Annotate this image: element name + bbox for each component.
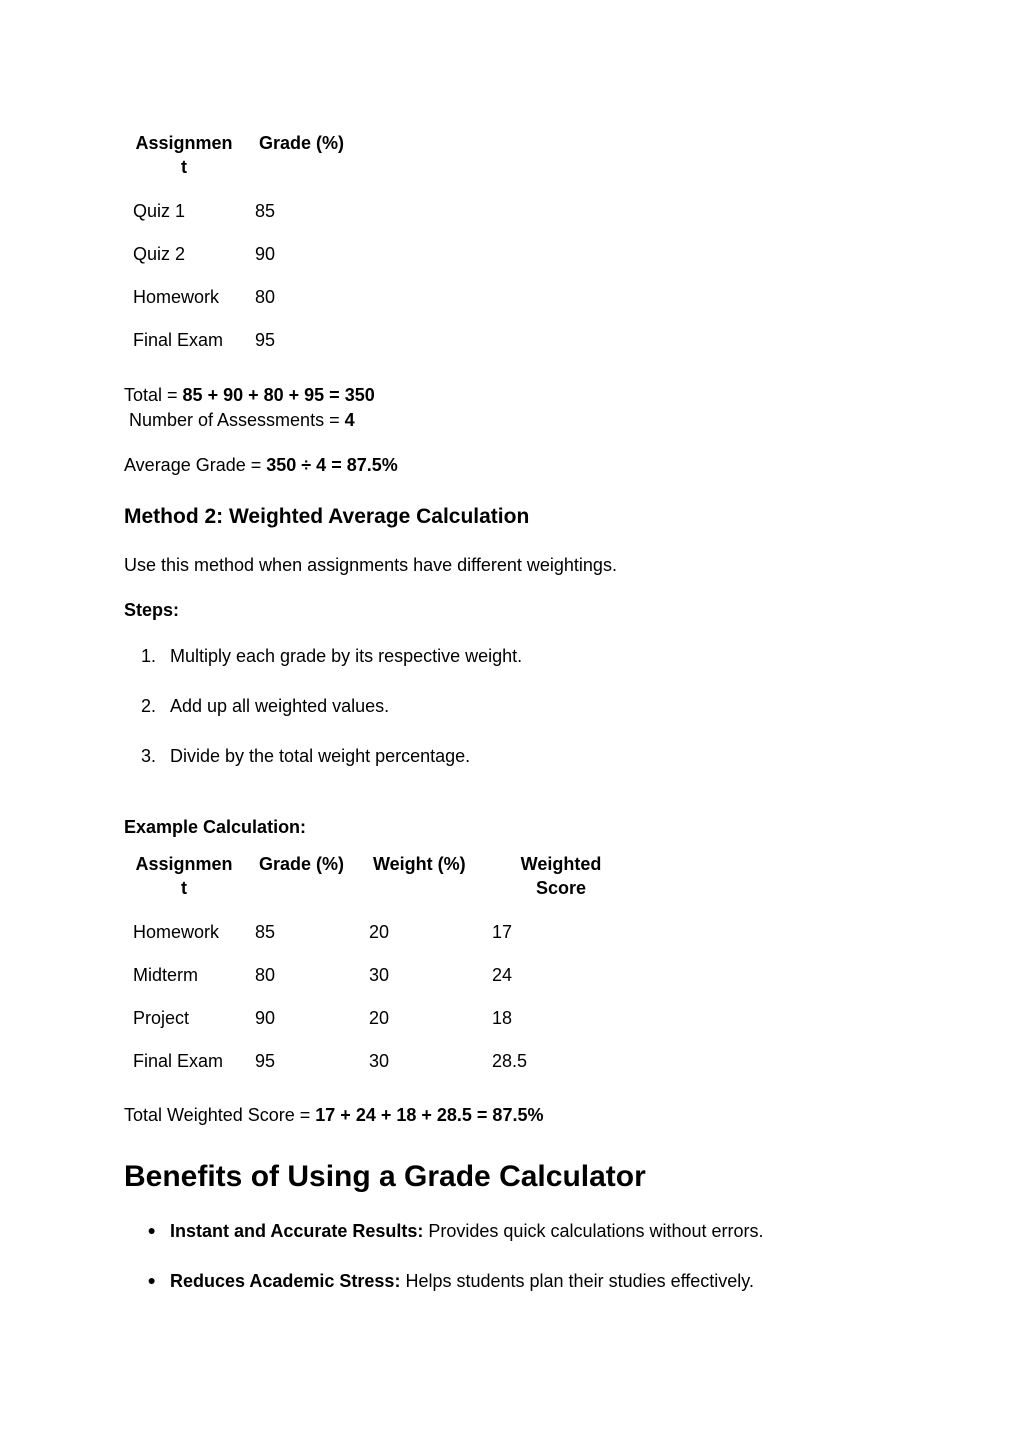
table-cell: 90: [255, 1008, 276, 1028]
count-value: 4: [344, 410, 355, 430]
table-cell: 85: [255, 201, 276, 221]
table-cell: 85: [255, 922, 276, 942]
list-text: Multiply each grade by its respective weight.: [170, 646, 523, 666]
average-value: 350 ÷ 4 = 87.5%: [266, 455, 398, 475]
average-line: [124, 453, 398, 477]
list-number: 1.: [140, 646, 156, 666]
table-cell: 17: [492, 922, 513, 942]
table-cell: 20: [369, 1008, 390, 1028]
table1-header-assignment: [134, 131, 234, 179]
table-cell: 95: [255, 330, 276, 350]
steps-label: Steps:: [124, 600, 180, 620]
header-line: Score: [535, 878, 587, 898]
count-label: Number of Assessments =: [129, 410, 345, 430]
table-cell: 30: [369, 1051, 390, 1071]
table-cell: Quiz 1: [133, 201, 186, 221]
list-text: Divide by the total weight percentage.: [170, 746, 471, 766]
method2-intro: Use this method when assignments have different weightings.: [124, 555, 617, 575]
bullet-icon: ●: [147, 1222, 156, 1238]
list-item: [124, 744, 470, 768]
table-cell: Final Exam: [133, 330, 224, 350]
weighted-total-label: Total Weighted Score =: [124, 1105, 316, 1125]
weighted-total-value: 17 + 24 + 18 + 28.5 = 87.5%: [315, 1105, 544, 1125]
table-cell: 20: [369, 922, 390, 942]
header-line: Weighted: [520, 854, 602, 874]
benefit-title: Instant and Accurate Results:: [170, 1221, 424, 1241]
list-number: 3.: [140, 746, 156, 766]
table-cell: 90: [255, 244, 276, 264]
header-line: Assignmen: [135, 854, 233, 874]
header-line: t: [181, 878, 187, 898]
benefit-text: Helps students plan their studies effectively.: [400, 1271, 754, 1291]
list-number: 2.: [140, 696, 156, 716]
table-cell: 30: [369, 965, 390, 985]
table-cell: Quiz 2: [133, 244, 186, 264]
table-cell: 80: [255, 287, 276, 307]
table2-header-weight: Weight (%): [373, 854, 466, 874]
total-label: Total =: [124, 385, 183, 405]
average-label: Average Grade =: [124, 455, 267, 475]
benefit-title: Reduces Academic Stress:: [170, 1271, 401, 1291]
table2-header-grade: Grade (%): [259, 854, 345, 874]
table-cell: 80: [255, 965, 276, 985]
table-cell: Homework: [133, 922, 220, 942]
table-cell: 95: [255, 1051, 276, 1071]
table-cell: Project: [133, 1008, 190, 1028]
table-cell: Final Exam: [133, 1051, 224, 1071]
table-cell: 18: [492, 1008, 513, 1028]
total-value: 85 + 90 + 80 + 95 = 350: [182, 385, 375, 405]
table-cell: 28.5: [492, 1051, 528, 1071]
list-item: [124, 1218, 764, 1243]
table1-header-grade: Grade (%): [259, 133, 345, 153]
table-cell: Homework: [133, 287, 220, 307]
table2-header-assignment: [134, 852, 234, 900]
benefit-text: Provides quick calculations without errors.: [423, 1221, 764, 1241]
list-item: [124, 694, 389, 718]
table-cell: 24: [492, 965, 513, 985]
benefits-heading: Benefits of Using a Grade Calculator: [124, 1160, 646, 1193]
total-line: [124, 383, 375, 407]
header-line: t: [181, 157, 187, 177]
weighted-total-line: [124, 1103, 543, 1127]
method2-heading: Method 2: Weighted Average Calculation: [124, 505, 530, 528]
list-item: [124, 644, 522, 668]
list-item: [124, 1268, 754, 1293]
list-text: Add up all weighted values.: [170, 696, 390, 716]
table2-header-weighted-score: [508, 852, 614, 900]
table-cell: Midterm: [133, 965, 199, 985]
header-line: Assignmen: [135, 133, 233, 153]
count-line: [129, 408, 355, 432]
bullet-icon: ●: [147, 1272, 156, 1288]
example-label: Example Calculation:: [124, 817, 307, 837]
